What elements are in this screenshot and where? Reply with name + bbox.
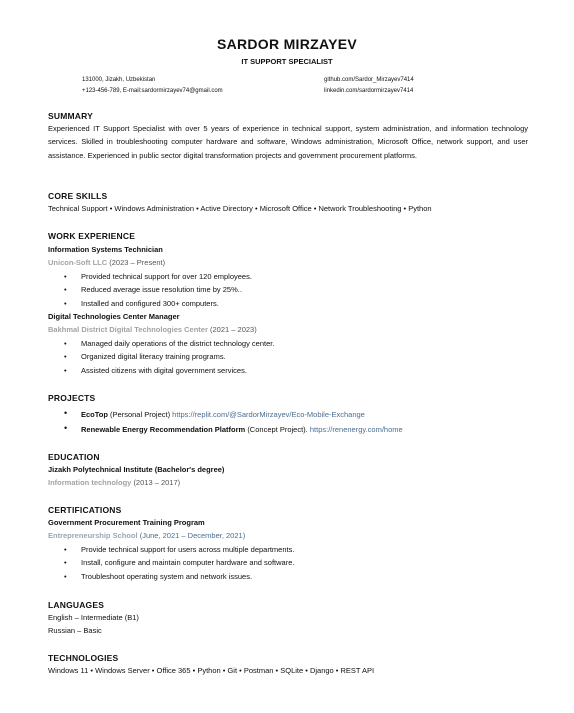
project-type: (Concept Project). — [247, 425, 308, 434]
linkedin-link[interactable]: linkedin.com/sardormirzayev7414 — [324, 88, 414, 94]
job-dates: (2021 – 2023) — [210, 325, 257, 335]
languages-section — [48, 600, 528, 638]
technologies-section — [48, 653, 528, 677]
contact-right — [324, 75, 414, 97]
certification-school: Entrepreneurship School — [48, 531, 138, 541]
project-item — [48, 407, 528, 422]
certification-dates: (June, 2021 – December, 2021) — [139, 531, 246, 541]
list-item: • Provide technical support for users across multiple departments. — [48, 543, 528, 557]
technologies-heading: TECHNOLOGIES — [48, 653, 119, 663]
education-field-line — [48, 476, 528, 489]
job-role: Information Systems Technician — [48, 245, 163, 254]
job-bullets — [48, 270, 528, 311]
education-school: Jizakh Polytechnical Institute (Bachelor's degree) — [48, 465, 225, 474]
language-item: Russian – Basic — [48, 626, 102, 636]
job-entry — [48, 243, 528, 310]
certification-bullets — [48, 543, 528, 584]
summary-heading: SUMMARY — [48, 111, 93, 121]
list-item: • Install, configure and maintain computer hardware and software. — [48, 556, 528, 570]
address: 131000, Jizakh, Uzbekistan — [82, 77, 156, 83]
job-role: Digital Technologies Center Manager — [48, 312, 180, 322]
project-item — [48, 422, 528, 437]
education-section — [48, 452, 528, 490]
language-item: English – Intermediate (B1) — [48, 613, 139, 622]
skills-text: Technical Support • Windows Administration • Active Directory • Microsoft Office • Network Troubleshooting • Python — [48, 204, 432, 213]
job-bullets — [48, 337, 528, 378]
summary-section — [48, 111, 528, 162]
job-dates: (2023 – Present) — [109, 258, 166, 268]
projects-section — [48, 393, 528, 437]
project-name: Renewable Energy Recommendation Platform — [81, 425, 246, 434]
github-link[interactable]: github.com/Sardor_Mirzayev7414 — [324, 77, 414, 83]
technologies-text: Windows 11 • Windows Server • Office 365 • Python • Git • Postman • SQLite • Django • REST API — [48, 666, 375, 675]
project-type: (Personal Project) — [110, 410, 171, 419]
certification-program: Government Procurement Training Program — [48, 518, 205, 527]
contact-left — [82, 75, 223, 97]
experience-section — [48, 231, 528, 377]
education-heading: EDUCATION — [48, 452, 100, 462]
education-field: Information technology — [48, 478, 132, 488]
phone-email: +123-456-789, E-mail:sardormirzayev74@gmail.com — [82, 88, 223, 94]
list-item: • Reduced average issue resolution time by 25%.. — [48, 283, 528, 297]
job-company: Bakhmal District Digital Technologies Center — [48, 325, 208, 335]
candidate-name: SARDOR MIRZAYEV — [216, 36, 358, 52]
job-entry — [48, 310, 528, 377]
certifications-heading: CERTIFICATIONS — [48, 505, 122, 515]
list-item: • Assisted citizens with digital government services. — [48, 364, 528, 378]
list-item: • Organized digital literacy training programs. — [48, 350, 528, 364]
project-link[interactable]: https://replit.com/@SardorMirzayev/Eco-Mobile-Exchange — [172, 410, 365, 419]
skills-heading: CORE SKILLS — [48, 191, 108, 201]
job-company: Unicon-Soft LLC — [48, 258, 108, 268]
project-link[interactable]: https://renenergy.com/home — [309, 425, 403, 434]
job-company-line — [48, 256, 528, 269]
job-title: IT SUPPORT SPECIALIST — [241, 57, 333, 66]
project-name: EcoTop — [81, 410, 108, 419]
list-item: • Installed and configured 300+ computers. — [48, 297, 528, 311]
certifications-section — [48, 505, 528, 583]
certification-school-line — [48, 529, 528, 542]
list-item: • Troubleshoot operating system and network issues. — [48, 570, 528, 584]
projects-heading: PROJECTS — [48, 393, 96, 403]
project-list — [48, 407, 528, 437]
skills-section — [48, 191, 528, 215]
education-dates: (2013 – 2017) — [133, 478, 181, 488]
list-item: • Managed daily operations of the district technology center. — [48, 337, 528, 351]
languages-heading: LANGUAGES — [48, 600, 105, 610]
summary-text: Experienced IT Support Specialist with over 5 years of experience in technical support, system administration, and information technology services. Skilled in troubleshooting computer hardware and software, Windows administration, Microsoft Office, network support, and user assistance. Experienced in public sector digital transformation projects and government procurement platforms. — [48, 124, 528, 160]
list-item: • Provided technical support for over 120 employees. — [48, 270, 528, 284]
experience-heading: WORK EXPERIENCE — [48, 231, 136, 241]
job-company-line — [48, 323, 528, 336]
